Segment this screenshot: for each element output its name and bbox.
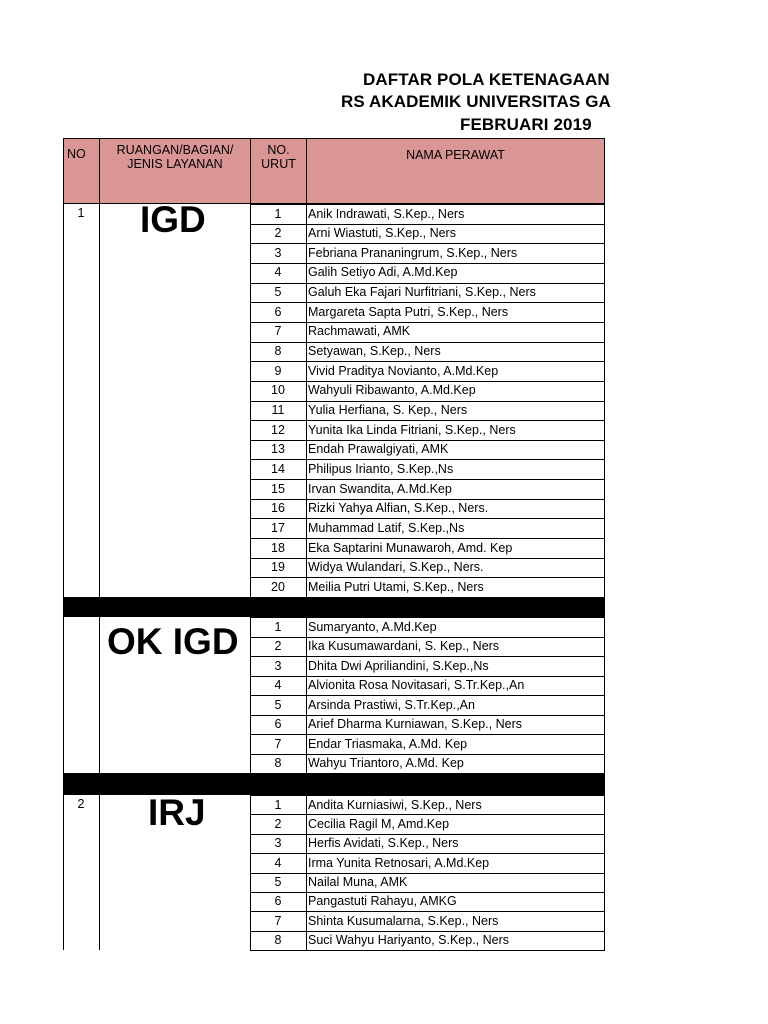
column-rule (99, 204, 100, 597)
row-nama-perawat: Sumaryanto, A.Md.Kep (308, 619, 437, 634)
section-name: OK IGD (107, 621, 239, 662)
row-urut: 2 (274, 639, 282, 653)
row-nama-perawat: Andita Kurniasiwi, S.Kep., Ners (308, 797, 482, 812)
row-urut: 7 (274, 913, 282, 928)
row-urut: 1 (274, 797, 282, 812)
row-urut: 8 (274, 756, 282, 770)
header-no: NO (63, 138, 100, 204)
row-nama-perawat: Margareta Sapta Putri, S.Kep., Ners (308, 304, 509, 319)
row-nama-perawat: Muhammad Latif, S.Kep.,Ns (308, 520, 465, 535)
row-nama-perawat: Yulia Herfiana, S. Kep., Ners (308, 403, 468, 417)
row-nama-perawat: Vivid Praditya Novianto, A.Md.Kep (308, 363, 499, 378)
row-nama-perawat: Dhita Dwi Apriliandini, S.Kep.,Ns (308, 658, 489, 673)
row-nama-perawat: Philipus Irianto, S.Kep.,Ns (308, 461, 454, 476)
row-nama-perawat: Anik Indrawati, S.Kep., Ners (308, 206, 465, 221)
row-nama-perawat: Rizki Yahya Alfian, S.Kep., Ners. (308, 501, 489, 516)
row-urut: 2 (274, 816, 282, 831)
row-urut: 19 (271, 560, 285, 575)
row-urut: 4 (274, 855, 282, 870)
row-urut: 3 (274, 836, 282, 851)
row-urut: 7 (274, 324, 282, 339)
row-nama-perawat: Shinta Kusumalarna, S.Kep., Ners (308, 913, 499, 928)
row-urut: 14 (271, 461, 285, 476)
row-urut: 8 (274, 933, 282, 948)
row-urut: 5 (274, 285, 282, 300)
row-urut: 1 (274, 619, 282, 634)
row-nama-perawat: Endah Prawalgiyati, AMK (308, 442, 449, 457)
row-nama-perawat: Galih Setiyo Adi, A.Md.Kep (308, 265, 458, 280)
column-rule (63, 795, 64, 950)
row-urut: 4 (274, 265, 282, 280)
row-nama-perawat: Wahyu Triantoro, A.Md. Kep (308, 756, 464, 770)
row-urut: 18 (271, 540, 285, 555)
row-urut: 17 (271, 520, 285, 535)
row-nama-perawat: Herfis Avidati, S.Kep., Ners (308, 836, 459, 851)
row-urut: 6 (274, 717, 282, 731)
row-urut: 3 (274, 245, 282, 260)
row-urut: 7 (274, 736, 282, 751)
row-nama-perawat: Rachmawati, AMK (308, 324, 411, 339)
row-urut: 11 (271, 403, 285, 417)
row-urut: 6 (274, 894, 282, 909)
row-urut: 4 (274, 678, 282, 692)
row-nama-perawat: Meilia Putri Utami, S.Kep., Ners (308, 579, 484, 594)
row-nama-perawat: Galuh Eka Fajari Nurfitriani, S.Kep., Ners (308, 285, 536, 300)
row-nama-perawat: Pangastuti Rahayu, AMKG (308, 894, 457, 909)
hospital-name: RS AKADEMIK UNIVERSITAS GA (341, 92, 611, 111)
row-urut: 8 (274, 344, 282, 359)
row-nama-perawat: Yunita Ika Linda Fitriani, S.Kep., Ners (308, 422, 516, 437)
row-urut: 20 (271, 579, 285, 594)
row-nama-perawat: Cecilia Ragil M, Amd.Kep (308, 816, 450, 831)
row-urut: 6 (274, 304, 282, 319)
row-nama-perawat: Eka Saptarini Munawaroh, Amd. Kep (308, 540, 513, 555)
row-nama-perawat: Setyawan, S.Kep., Ners (308, 344, 441, 359)
section-separator (63, 597, 605, 617)
row-urut: 1 (274, 206, 282, 221)
row-nama-perawat: Arief Dharma Kurniawan, S.Kep., Ners (308, 717, 522, 731)
row-nama-perawat: Suci Wahyu Hariyanto, S.Kep., Ners (308, 933, 510, 948)
header-no-urut: NO. URUT (250, 138, 307, 204)
section-separator (63, 773, 605, 795)
row-nama-perawat: Arsinda Prastiwi, S.Tr.Kep.,An (308, 697, 475, 712)
section-name: IRJ (148, 792, 206, 833)
row-nama-perawat: Wahyuli Ribawanto, A.Md.Kep (308, 383, 476, 398)
row-urut: 16 (271, 501, 285, 516)
row-urut: 5 (274, 875, 282, 889)
row-urut: 5 (274, 697, 282, 712)
column-rule (63, 617, 64, 773)
document-title: DAFTAR POLA KETENAGAAN (363, 70, 610, 89)
row-urut: 9 (274, 363, 282, 378)
row-nama-perawat: Ika Kusumawardani, S. Kep., Ners (308, 639, 500, 653)
column-rule (63, 204, 64, 597)
section-name: IGD (140, 199, 206, 240)
column-rule (99, 795, 100, 950)
row-nama-perawat: Irma Yunita Retnosari, A.Md.Kep (308, 855, 490, 870)
row-nama-perawat: Febriana Prananingrum, S.Kep., Ners (308, 245, 518, 260)
section-no: 2 (77, 797, 85, 811)
row-urut: 10 (271, 383, 285, 398)
period-label: FEBRUARI 2019 (460, 115, 592, 134)
row-urut: 15 (271, 481, 285, 496)
row-urut: 3 (274, 658, 282, 673)
row-nama-perawat: Irvan Swandita, A.Md.Kep (308, 481, 452, 496)
header-nama-perawat: NAMA PERAWAT (306, 138, 605, 204)
row-urut: 2 (274, 226, 282, 241)
column-rule (99, 617, 100, 773)
row-nama-perawat: Endar Triasmaka, A.Md. Kep (308, 736, 468, 751)
row-nama-perawat: Nailal Muna, AMK (308, 875, 408, 889)
section-no: 1 (77, 206, 85, 220)
row-nama-perawat: Widya Wulandari, S.Kep., Ners. (308, 560, 484, 575)
row-urut: 12 (271, 422, 285, 437)
row-nama-perawat: Alvionita Rosa Novitasari, S.Tr.Kep.,An (308, 678, 525, 692)
header-ruangan: RUANGAN/BAGIAN/ JENIS LAYANAN (99, 138, 251, 204)
row-nama-perawat: Arni Wiastuti, S.Kep., Ners (308, 226, 456, 241)
row-urut: 13 (271, 442, 285, 457)
